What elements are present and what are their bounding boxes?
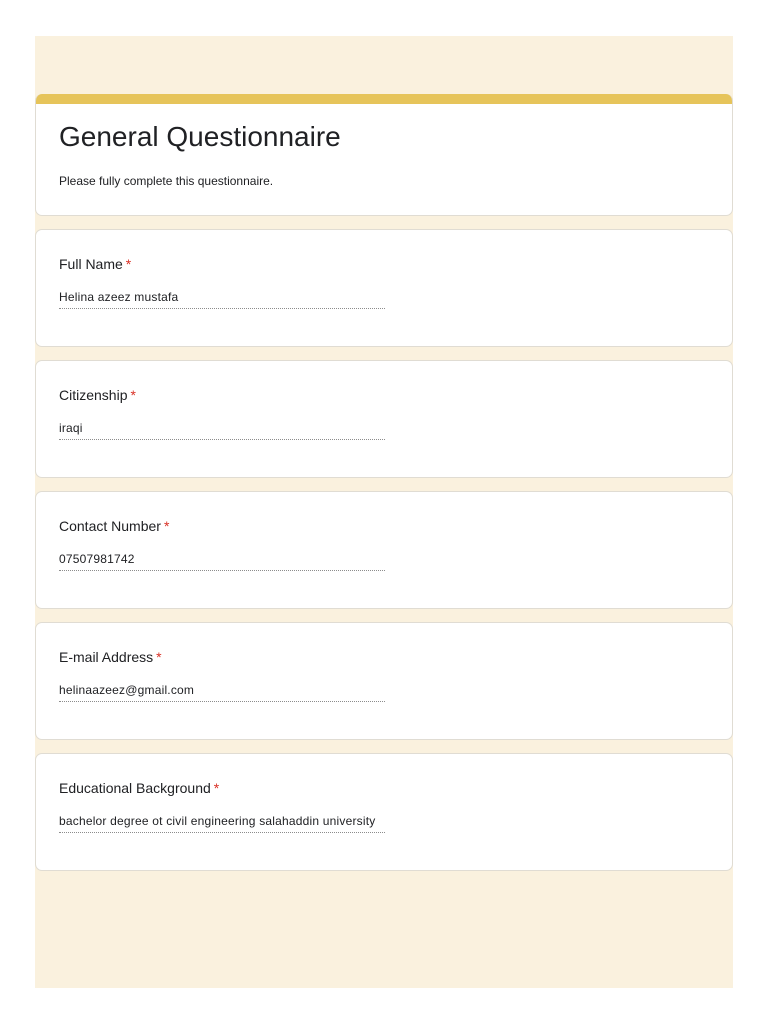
full-name-answer: Helina azeez mustafa (59, 290, 385, 309)
required-marker: * (213, 780, 220, 796)
required-marker: * (163, 518, 170, 534)
question-label-text: Educational Background (59, 780, 211, 796)
form-title: General Questionnaire (59, 121, 341, 152)
citizenship-answer: iraqi (59, 421, 385, 440)
email-answer: helinaazeez@gmail.com (59, 683, 385, 702)
question-label (59, 649, 162, 665)
contact-number-answer: 07507981742 (59, 552, 385, 571)
question-card-citizenship (35, 360, 733, 478)
question-label-text: E-mail Address (59, 649, 154, 665)
question-label (59, 780, 219, 796)
accent-bar (36, 94, 732, 104)
question-card-full-name (35, 229, 733, 347)
form-header-card (35, 94, 733, 216)
question-label (59, 518, 169, 534)
form-background (35, 36, 733, 988)
question-label (59, 256, 131, 272)
required-marker: * (125, 256, 132, 272)
question-label (59, 387, 136, 403)
required-marker: * (130, 387, 136, 403)
question-card-contact-number (35, 491, 733, 609)
question-label-text: Contact Number (59, 518, 161, 534)
required-marker: * (156, 649, 162, 665)
question-card-email (35, 622, 733, 740)
question-label-text: Citizenship (59, 387, 128, 403)
form-description: Please fully complete this questionnaire. (59, 174, 274, 188)
question-label-text: Full Name (59, 256, 123, 272)
question-card-educational-background (35, 753, 733, 871)
educational-background-answer: bachelor degree ot civil engineering salahaddin university (59, 814, 385, 833)
